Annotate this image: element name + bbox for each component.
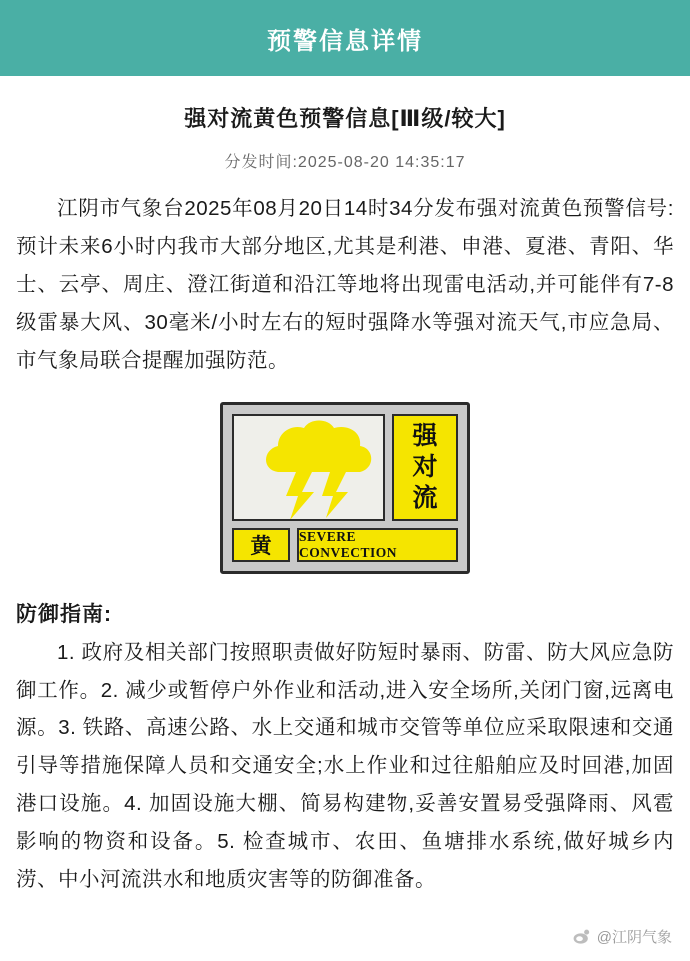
warning-sign-wrapper <box>16 402 674 574</box>
guide-heading: 防御指南: <box>16 602 112 626</box>
sign-level-char: 黄 <box>250 534 272 558</box>
sign-top-row <box>232 414 458 521</box>
content-area <box>0 102 690 899</box>
alert-body-text: 江阴市气象台2025年08月20日14时34分发布强对流黄色预警信号:预计未来6小时内我市大部分地区,尤其是利港、申港、夏港、青阳、华士、云亭、周庄、澄江街道和沿江等地将出现雷电活动,并可能伴有7-8级雷暴大风、30毫米/小时左右的短时强降水等强对流天气,市应急局、市气象局联合提醒加强防范。 <box>16 197 674 372</box>
page-title: 预警信息详情 <box>267 27 423 55</box>
sign-english-text: SEVERE CONVECTION <box>299 528 398 560</box>
thundercloud-icon <box>232 414 385 521</box>
alert-title: 强对流黄色预警信息[Ⅲ级/较大] <box>184 106 506 131</box>
weibo-icon <box>572 927 591 946</box>
footer-attribution <box>572 926 672 947</box>
sign-level-badge <box>232 528 290 562</box>
sign-chinese-characters <box>392 414 458 521</box>
guide-text: 1. 政府及相关部门按照职责做好防短时暴雨、防雷、防大风应急防御工作。2. 减少或暂停户外作业和活动,进入安全场所,关闭门窗,远离电源。3. 铁路、高速公路、水上交通和城市交管等单位应采取限速和交通引导等措施保障人员和交通安全;水上作业和过往船舶应及时回港,加固港口设施。4. 加固设施大棚、简易构建物,妥善安置易受强降雨、风雹影响的物资和设备。5. 检查城市、农田、鱼塘排水系统,做好城乡内涝、中小河流洪水和地质灾害等的防御准备。 <box>16 640 674 892</box>
publish-time: 分发时间:2025-08-20 14:35:17 <box>224 154 466 171</box>
footer-account-name: @江阴气象 <box>596 929 672 946</box>
sign-char-2: 对 <box>412 452 438 481</box>
sign-english-label <box>297 528 458 562</box>
page-header <box>0 0 690 76</box>
severe-convection-sign <box>220 402 470 574</box>
sign-bottom-row <box>232 528 458 562</box>
sign-char-1: 强 <box>412 421 438 450</box>
sign-char-3: 流 <box>412 483 438 512</box>
